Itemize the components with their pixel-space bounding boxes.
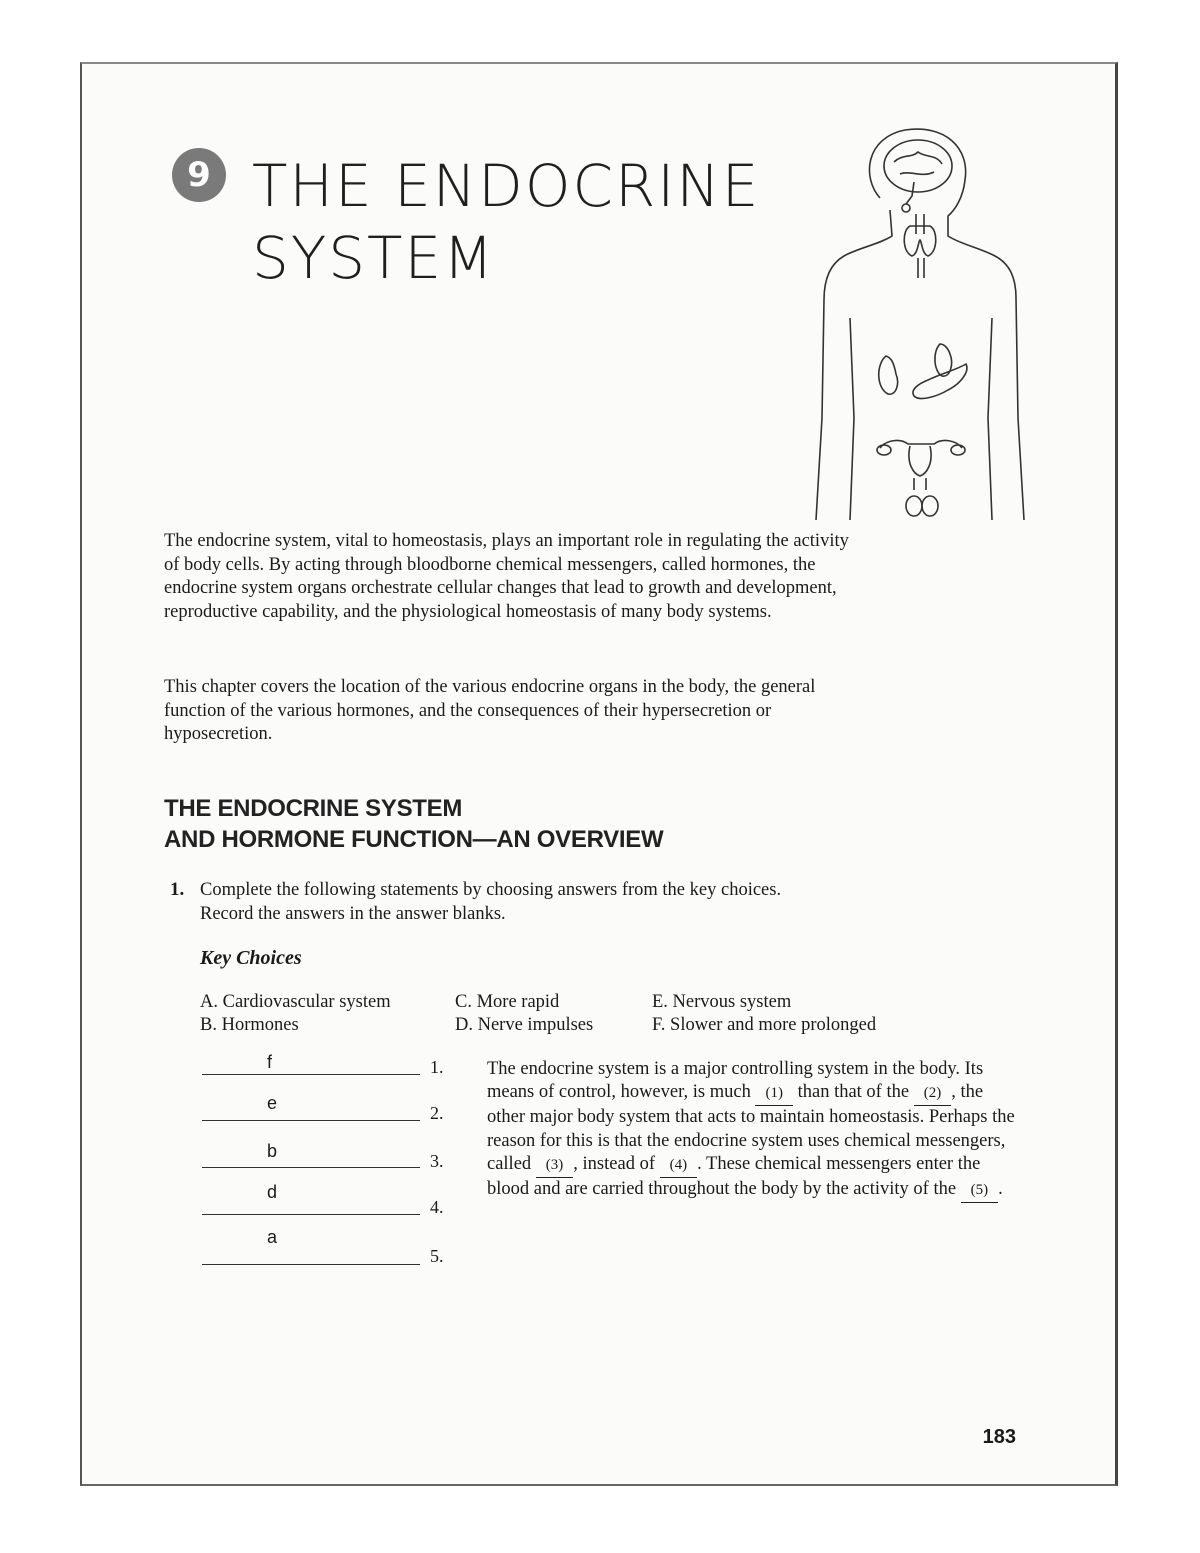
passage-blank-4: (4): [660, 1154, 698, 1178]
answer-1[interactable]: f: [267, 1052, 273, 1072]
blank-number-2: 2.: [430, 1103, 444, 1123]
answer-blank-1[interactable]: [202, 1074, 420, 1075]
passage-text-5: . These chemical messengers enter the blood and are carried throughout the body by the activity of the: [487, 1153, 981, 1200]
passage-text-1: The endocrine system is a major controlling system in the body. Its means of control, however, is much: [487, 1059, 984, 1103]
pituitary-icon: [906, 182, 914, 204]
question-text: Complete the following statements by choosing answers from the key choices. Record the answers in the answer blanks.: [200, 880, 782, 924]
passage-text-4: , instead of: [573, 1153, 655, 1174]
testis-left-icon: [906, 496, 922, 516]
passage-blank-3: (3): [536, 1154, 574, 1178]
passage-text-3: , the other major body system that acts to maintain homeostasis. Perhaps the reason for this is that the endocrine system uses chemical messengers, called: [487, 1082, 1015, 1174]
body-outline-right: [869, 129, 1024, 520]
endocrine-organs-figure: [810, 118, 1030, 523]
answer-blank-4[interactable]: [202, 1214, 420, 1215]
answer-3[interactable]: b: [267, 1141, 278, 1161]
key-choice-a: A. Cardiovascular system: [200, 992, 391, 1012]
intro-paragraph-1: The endocrine system, vital to homeostasis, plays an important role in regulating the activity of body cells. By acting through bloodborne chemical messengers, called hormones, the endocrine system organs orchestrate cellular changes that lead to growth and development, reproductive capability, and the physiological homeostasis of many body systems.: [164, 531, 849, 622]
section-heading: [164, 793, 663, 855]
key-choice-d: D. Nerve impulses: [455, 1015, 594, 1035]
page-number: 183: [982, 1426, 1016, 1448]
thyroid-icon: [904, 226, 936, 256]
passage-text-2: than that of the: [797, 1082, 910, 1103]
answer-blank-2[interactable]: [202, 1120, 420, 1121]
testis-right-icon: [922, 496, 938, 516]
answer-blank-3[interactable]: [202, 1167, 420, 1168]
blank-number-1: 1.: [430, 1057, 444, 1077]
passage-blank-5: (5): [961, 1179, 999, 1203]
chapter-title-line-2: SYSTEM: [252, 224, 496, 292]
key-choice-f: F. Slower and more prolonged: [652, 1015, 877, 1035]
blank-number-3: 3.: [430, 1151, 444, 1171]
passage-blank-1: (1): [755, 1082, 793, 1106]
fill-in-passage: [487, 1058, 1022, 1203]
chapter-title-line-1: THE ENDOCRINE: [252, 152, 761, 220]
key-choice-e: E. Nervous system: [652, 992, 792, 1012]
section-heading-line-2: AND HORMONE FUNCTION—AN OVERVIEW: [164, 826, 664, 853]
question-number: 1.: [170, 879, 185, 900]
pancreas-icon: [913, 364, 967, 398]
passage-blank-2: (2): [914, 1082, 952, 1106]
blank-number-5: 5.: [430, 1246, 444, 1266]
blank-number-4: 4.: [430, 1197, 444, 1217]
chapter-number-badge: 9: [172, 148, 226, 202]
kidney-left-icon: [879, 356, 898, 394]
answer-4[interactable]: d: [267, 1182, 278, 1202]
answer-2[interactable]: e: [267, 1093, 278, 1113]
key-choice-c: C. More rapid: [455, 992, 560, 1012]
brain-icon: [884, 140, 952, 192]
answer-5[interactable]: a: [267, 1227, 278, 1247]
key-choices-heading: Key Choices: [200, 947, 302, 969]
chapter-title: [252, 150, 760, 294]
passage-text-6: .: [998, 1179, 1003, 1200]
uterus-icon: [909, 446, 931, 476]
ovaries-icon: [880, 441, 962, 448]
key-choice-b: B. Hormones: [200, 1015, 299, 1035]
intro-paragraph-2: This chapter covers the location of the various endocrine organs in the body, the general function of the various hormones, and the consequences of their hypersecretion or hyposecretion.: [164, 677, 816, 744]
answer-blank-5[interactable]: [202, 1264, 420, 1265]
section-heading-line-1: THE ENDOCRINE SYSTEM: [164, 795, 463, 822]
